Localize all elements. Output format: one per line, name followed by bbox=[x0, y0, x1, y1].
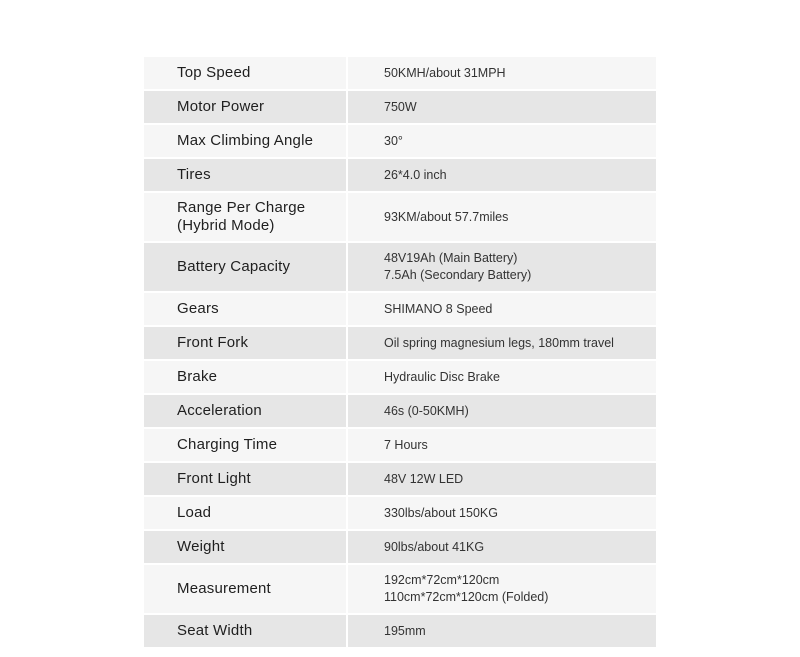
spec-row-acceleration bbox=[144, 395, 656, 429]
spec-value: Hydraulic Disc Brake bbox=[384, 369, 501, 384]
spec-row-measurement bbox=[144, 565, 656, 615]
spec-row-load bbox=[144, 497, 656, 531]
spec-label: Seat Width bbox=[144, 615, 348, 647]
spec-row-max-climbing-angle bbox=[144, 125, 656, 159]
spec-label: Tires bbox=[144, 159, 348, 191]
spec-row-battery-capacity bbox=[144, 243, 656, 293]
spec-label: Range Per Charge (Hybrid Mode) bbox=[144, 193, 348, 241]
spec-value: 50KMH/about 31MPH bbox=[384, 65, 506, 80]
spec-label: Gears bbox=[144, 293, 348, 325]
spec-value: 48V 12W LED bbox=[384, 471, 464, 486]
spec-row-charging-time bbox=[144, 429, 656, 463]
spec-row-motor-power bbox=[144, 91, 656, 125]
spec-label: Top Speed bbox=[144, 57, 348, 89]
spec-row-gears bbox=[144, 293, 656, 327]
spec-value: 93KM/about 57.7miles bbox=[384, 209, 509, 224]
spec-row-range-per-charge bbox=[144, 193, 656, 243]
spec-row-tires bbox=[144, 159, 656, 193]
spec-row-top-speed bbox=[144, 57, 656, 91]
spec-row-brake bbox=[144, 361, 656, 395]
spec-value: 7 Hours bbox=[384, 437, 428, 452]
spec-label: Brake bbox=[144, 361, 348, 393]
spec-label: Max Climbing Angle bbox=[144, 125, 348, 157]
spec-value: 48V19Ah (Main Battery) 7.5Ah (Secondary Battery) bbox=[384, 251, 532, 282]
spec-row-weight bbox=[144, 531, 656, 565]
spec-label: Measurement bbox=[144, 565, 348, 613]
spec-value: 195mm bbox=[384, 623, 426, 638]
spec-label: Front Light bbox=[144, 463, 348, 495]
spec-label: Weight bbox=[144, 531, 348, 563]
spec-value: SHIMANO 8 Speed bbox=[384, 301, 493, 316]
spec-row-seat-width bbox=[144, 615, 656, 649]
spec-label: Charging Time bbox=[144, 429, 348, 461]
spec-label: Load bbox=[144, 497, 348, 529]
spec-label: Battery Capacity bbox=[144, 243, 348, 291]
spec-value: 30° bbox=[384, 133, 403, 148]
spec-label: Front Fork bbox=[144, 327, 348, 359]
spec-value: 26*4.0 inch bbox=[384, 167, 447, 182]
spec-value: 192cm*72cm*120cm 110cm*72cm*120cm (Folded) bbox=[384, 573, 549, 604]
spec-label: Motor Power bbox=[144, 91, 348, 123]
spec-value: 46s (0-50KMH) bbox=[384, 403, 469, 418]
spec-label: Acceleration bbox=[144, 395, 348, 427]
spec-value: 330lbs/about 150KG bbox=[384, 505, 498, 520]
spec-row-front-light bbox=[144, 463, 656, 497]
spec-value: Oil spring magnesium legs, 180mm travel bbox=[384, 335, 614, 350]
spec-value: 750W bbox=[384, 99, 417, 114]
spec-table bbox=[144, 57, 656, 649]
spec-value: 90lbs/about 41KG bbox=[384, 539, 485, 554]
spec-row-front-fork bbox=[144, 327, 656, 361]
